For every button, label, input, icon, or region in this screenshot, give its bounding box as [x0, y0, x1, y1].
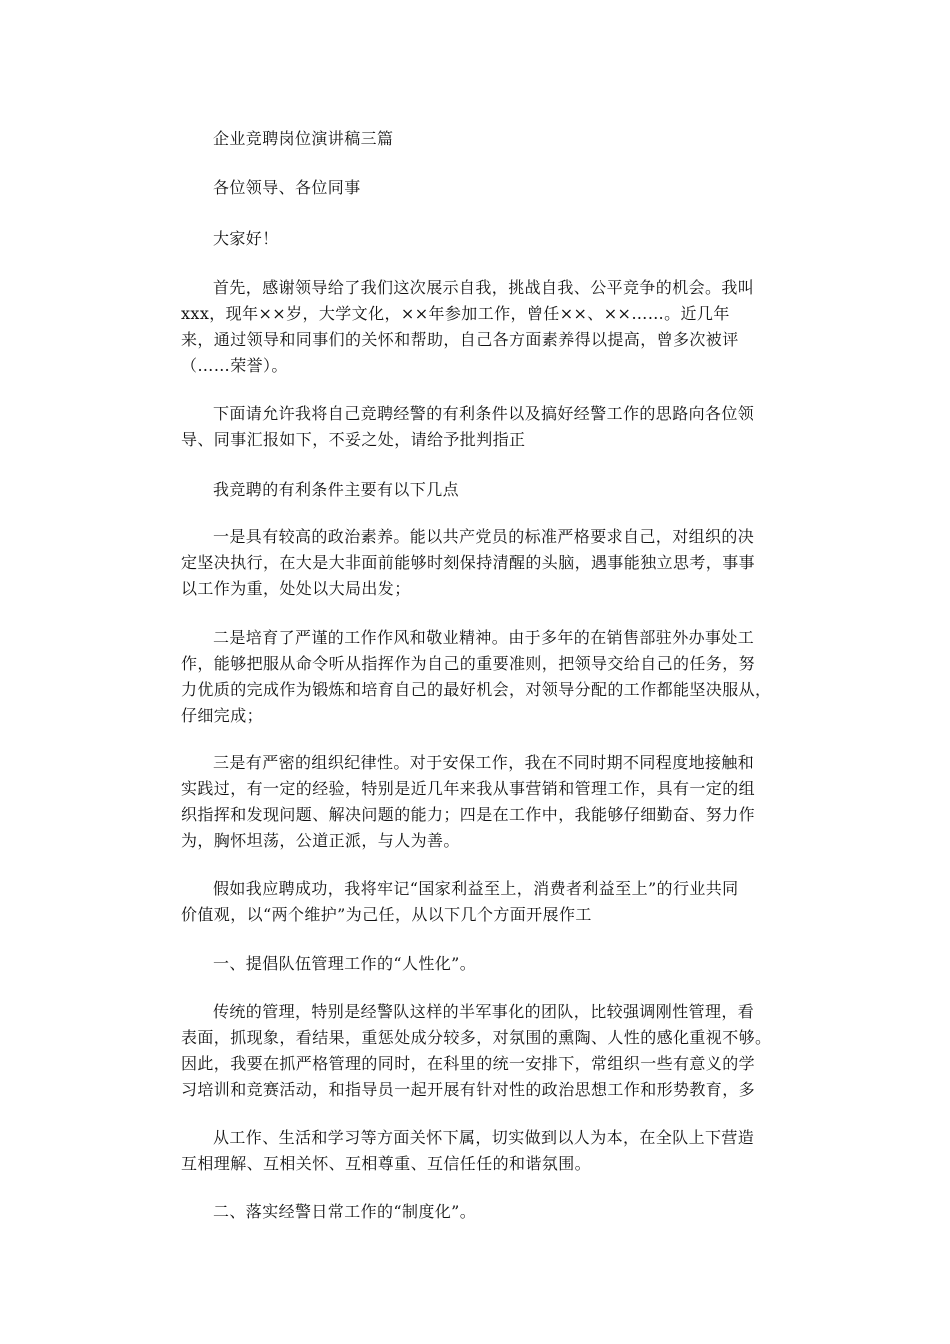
paragraph-advantage-3: 三是有严密的组织纪律性。对于安保工作，我在不同时期不同程度地接触和 实践过，有一定的经验，特别是近几年来我从事营销和管理工作，具有一定的组 织指挥和发现问题、解决问题的能力；四是在工作中，我能够仔细勤奋、努力作 为，胸怀坦荡，公道正派，与人为善。	[181, 753, 756, 850]
salutation: 各位领导、各位同事	[213, 178, 361, 197]
paragraph-if-successful: 假如我应聘成功，我将牢记“国家利益至上，消费者利益至上”的行业共同 价值观，以“两个维护”为己任，从以下几个方面开展作工	[181, 879, 739, 924]
paragraph-advantage-1: 一是具有较高的政治素养。能以共产党员的标准严格要求自己，对组织的决 定坚决执行，在大是大非面前能够时刻保持清醒的头脑，遇事能独立思考，事事 以工作为重，处处以大局出发；	[181, 527, 756, 598]
paragraph-advantages-heading: 我竞聘的有利条件主要有以下几点	[213, 480, 460, 499]
document-title: 企业竞聘岗位演讲稿三篇	[213, 129, 394, 148]
paragraph-advantage-2: 二是培育了严谨的工作作风和敬业精神。由于多年的在销售部驻外办事处工 作，能够把服从命令听从指挥作为自己的重要准则，把领导交给自己的任务，努 力优质的完成作为锻炼和培育自己的最好机会，对领导分配的工作都能坚决服从， 仔细完成；	[181, 628, 772, 725]
section-heading-1: 一、提倡队伍管理工作的“人性化”。	[213, 954, 477, 973]
paragraph-report-intro: 下面请允许我将自己竞聘经警的有利条件以及搞好经警工作的思路向各位领 导、同事汇报如下，不妥之处，请给予批判指正	[181, 404, 755, 449]
paragraph-introduction: 首先，感谢领导给了我们这次展示自我，挑战自我、公平竞争的机会。我叫 xxx，现年××岁，大学文化，××年参加工作，曾任××、××……。近几年 来，通过领导和同事们的关怀和帮助，自己各方面素养得以提高，曾多次被评 （……荣誉）。	[181, 278, 755, 375]
paragraph-care-subordinates: 从工作、生活和学习等方面关怀下属，切实做到以人为本，在全队上下营造 互相理解、互相关怀、互相尊重、互信任任的和谐氛围。	[181, 1128, 755, 1173]
greeting: 大家好！	[213, 229, 279, 248]
paragraph-traditional-management: 传统的管理，特别是经警队这样的半军事化的团队，比较强调刚性管理，看 表面，抓现象，看结果，重惩处成分较多，对氛围的熏陶、人性的感化重视不够。 因此，我要在抓严格管理的同时，在科里的统一安排下，常组织一些有意义的学 习培训和竞赛活动，和指导员一起开展有针对性的政治思想工作和形势教育，多	[181, 1002, 772, 1099]
section-heading-2: 二、落实经警日常工作的“制度化”。	[213, 1202, 477, 1221]
